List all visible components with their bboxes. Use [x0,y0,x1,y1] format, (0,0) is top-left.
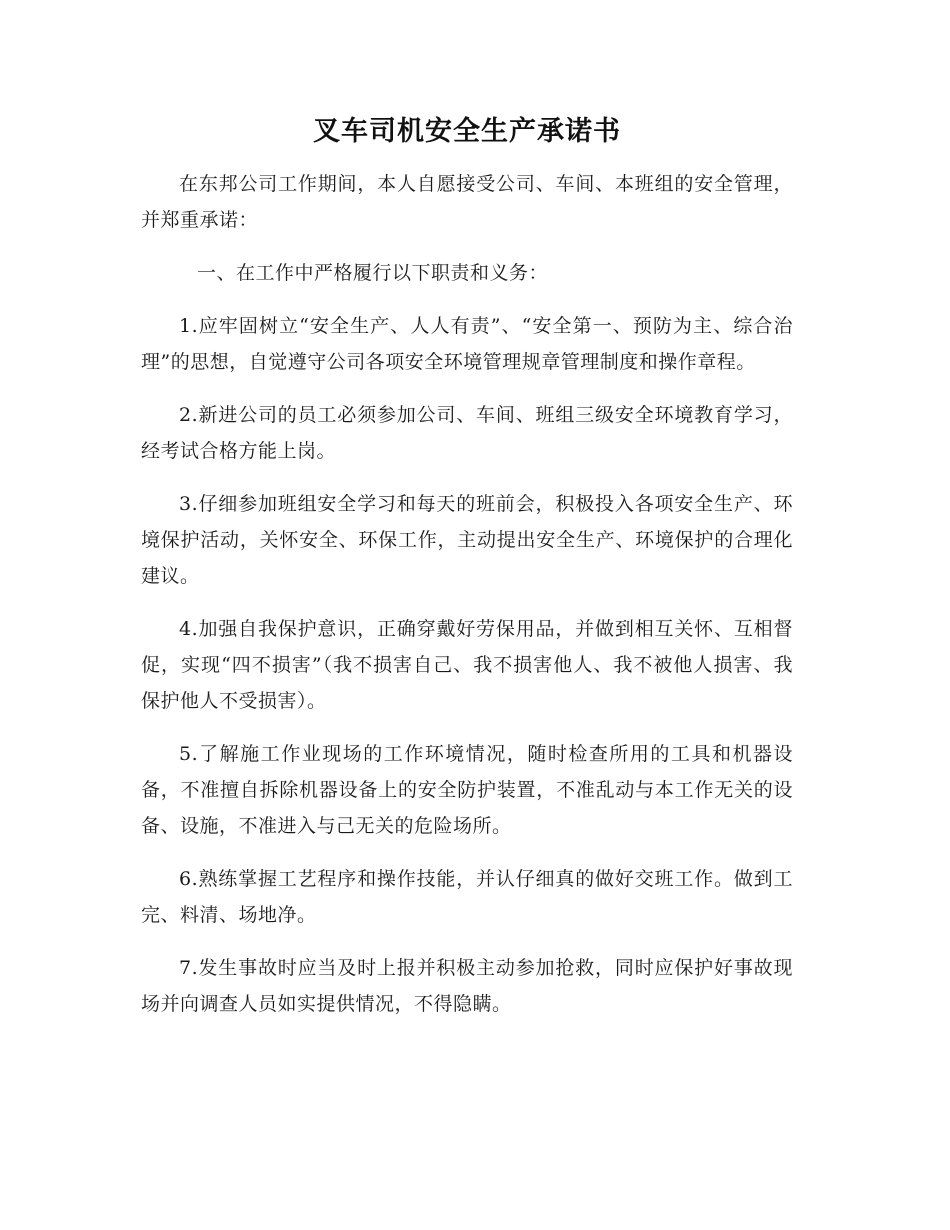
commitment-item-7: 7.发生事故时应当及时上报并积极主动参加抢救，同时应保护好事故现场并向调查人员如实提供情况，不得隐瞒。 [141,957,793,1015]
commitment-item-4: 4.加强自我保护意识，正确穿戴好劳保用品，并做到相互关怀、互相督促，实现“四不损害”（我不损害自己、我不损害他人、我不被他人损害、我保护他人不受损害）。 [141,618,793,712]
commitment-item-5: 5.了解施工作业现场的工作环境情况，随时检查所用的工具和机器设备，不准擅自拆除机器设备上的安全防护装置，不准乱动与本工作无关的设备、设施，不准进入与己无关的危险场所。 [141,743,793,837]
document-title: 叉车司机安全生产承诺书 [313,116,621,147]
commitment-item-1: 1.应牢固树立“安全生产、人人有责”、“安全第一、预防为主、综合治理”的思想，自觉遵守公司各项安全环境管理规章管理制度和操作章程。 [141,315,793,373]
commitment-item-3: 3.仔细参加班组安全学习和每天的班前会，积极投入各项安全生产、环境保护活动，关怀安全、环保工作，主动提出安全生产、环境保护的合理化建议。 [141,493,793,587]
commitment-item-2: 2.新进公司的员工必须参加公司、车间、班组三级安全环境教育学习，经考试合格方能上岗。 [141,404,793,462]
document-body [141,112,793,1022]
section-heading: 一、在工作中严格履行以下职责和义务： [197,262,549,284]
intro-paragraph: 在东邦公司工作期间，本人自愿接受公司、车间、本班组的安全管理，并郑重承诺： [141,173,793,231]
commitment-item-6: 6.熟练掌握工艺程序和操作技能，并认仔细真的做好交班工作。做到工完、料清、场地净。 [141,868,793,926]
